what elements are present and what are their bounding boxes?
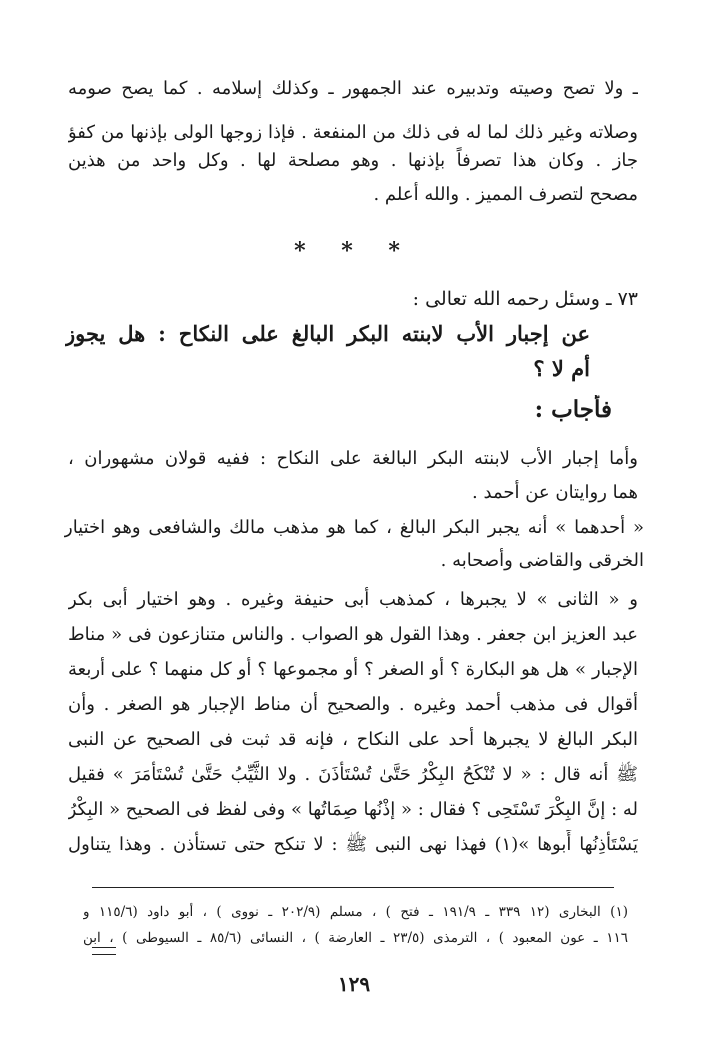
answer-line-7: الإجبار » هل هو البكارة ؟ أو الصغر ؟ أو مجموعها ؟ أو كل منهما ؟ على أربعة [68, 659, 638, 680]
answer-line-10: ﷺ أنه قال : « لا تُنْكَحُ البِكْرُ حَتَّىٰ تُسْتَأْذَنَ . ولا الثَّيِّبُ حَتَّىٰ تُسْتَأْمَرَ » فقيل [68, 764, 638, 785]
answer-heading: فأجاب : [534, 396, 612, 423]
answer-line-9: البكر البالغ لا يجبرها أحد على النكاح ، فإنه قد ثبت فى الصحيح عن النبى [68, 729, 638, 750]
body-line-3: جاز . وكان هذا تصرفاً بإذنها . وهو مصلحة لها . وكل واحد من هذين [68, 150, 638, 171]
answer-line-8: أقوال فى مذهب أحمد وغيره . والصحيح أن مناط الإجبار هو الصغر . وأن [68, 694, 638, 715]
footnote-line-1: (١) البخارى (١٢ ٣٣٩ ـ ١٩١/٩ ـ فتح ) ، مسلم (٢٠٢/٩ ـ نووى ) ، أبو داود (١١٥/٦ و [83, 904, 628, 920]
answer-line-5: و « الثانى » لا يجبرها ، كمذهب أبى حنيفة وغيره . وهو اختيار أبى بكر [68, 589, 638, 610]
answer-line-12: يَسْتَأْذِنُها أَبوها »(١) فهذا نهى النبى ﷺ : لا تنكح حتى تستأذن . وهذا يتناول [68, 834, 638, 855]
continuation-mark [92, 947, 116, 955]
answer-line-2: هما روايتان عن أحمد . [472, 482, 638, 503]
answer-line-4: الخرقى والقاضى وأصحابه . [440, 550, 644, 571]
question-line-1: عن إجبار الأب لابنته البكر البالغ على النكاح : هل يجوز [65, 321, 590, 346]
body-line-4: مصحح لتصرف المميز . والله أعلم . [373, 184, 638, 205]
answer-line-3: « أحدهما » أنه يجبر البكر البالغ ، كما هو مذهب مالك والشافعى وهو اختيار [64, 517, 644, 538]
question-line-2: أم لا ؟ [533, 356, 590, 381]
body-line-2: وصلاته وغير ذلك لما له فى ذلك من المنفعة . فإذا زوجها الولى بإذنها من كفؤ [68, 122, 638, 143]
footnote-separator-rule [92, 887, 614, 888]
answer-line-6: عبد العزيز ابن جعفر . وهذا القول هو الصواب . والناس متنازعون فى « مناط [68, 624, 638, 645]
body-line-1: ـ ولا تصح وصيته وتدبيره عند الجمهور ـ وكذلك إسلامه . كما يصح صومه [68, 78, 638, 99]
footnote-line-2: ١١٦ ـ عون المعبود ) ، الترمذى (٢٣/٥ ـ العارضة ) ، النسائى (٨٥/٦ ـ السيوطى ) ، ابن [83, 930, 628, 946]
answer-line-11: له : إنَّ البِكْرَ تَسْتَحِى ؟ فقال : « إذْنُها صِمَاتُها » وفى لفظ فى الصحيح « البِكْرُ [68, 799, 638, 820]
answer-line-1: وأما إجبار الأب لابنته البكر البالغة على النكاح : ففيه قولان مشهوران ، [68, 448, 638, 469]
question-number-line: ٧٣ ـ وسئل رحمه الله تعالى : [412, 288, 638, 310]
page-number: ١٢٩ [337, 972, 371, 996]
section-separator: * * * [294, 238, 414, 264]
